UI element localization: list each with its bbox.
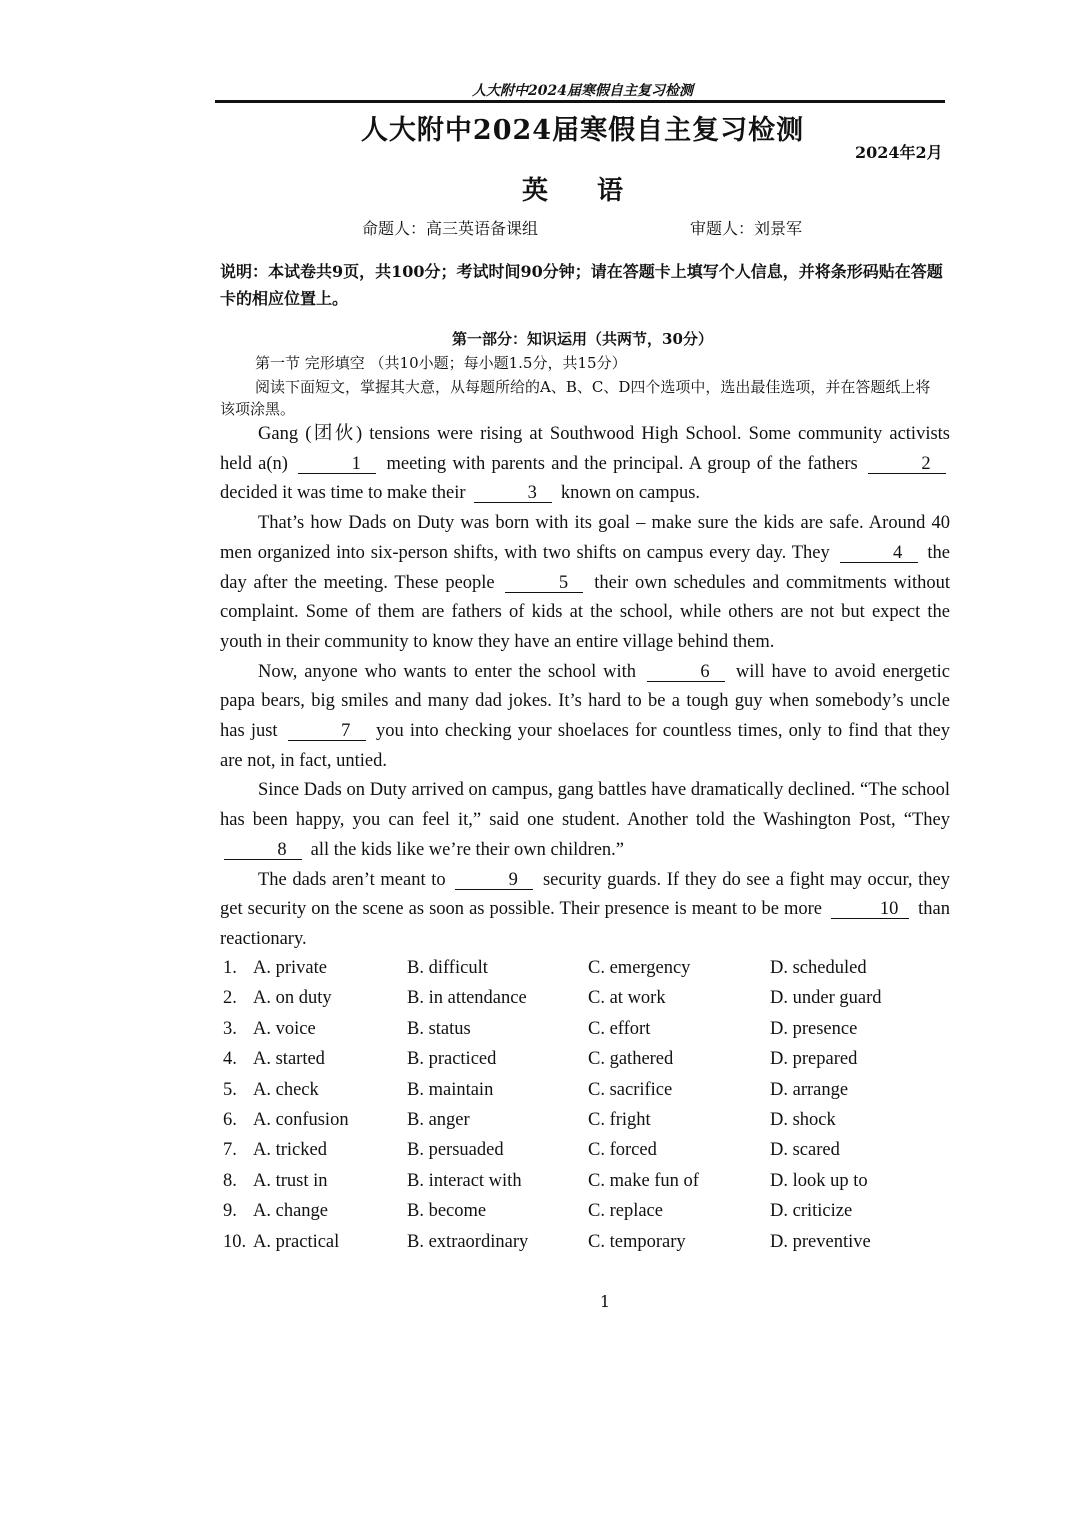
- option-c: C. at work: [588, 988, 666, 1009]
- option-d: D. prepared: [770, 1049, 858, 1070]
- option-a: A. on duty: [253, 988, 332, 1009]
- answer-options: [223, 956, 943, 1260]
- question-number: 10.: [223, 1231, 247, 1252]
- option-c: C. fright: [588, 1109, 651, 1130]
- option-d: D. presence: [770, 1018, 858, 1039]
- option-b: B. status: [407, 1018, 471, 1039]
- passage-text: security guards. If they do see a fight may occur, they get security on the scene as soon as possible. Their presence is meant to be more: [220, 869, 951, 920]
- blank-6: 6: [647, 663, 725, 682]
- option-a: A. private: [253, 958, 327, 978]
- question-number: 2.: [223, 988, 237, 1009]
- passage-paragraph: [220, 658, 950, 777]
- passage-text: the day after the meeting. These people: [220, 542, 951, 593]
- blank-9: 9: [455, 871, 533, 890]
- blank-7: 7: [288, 722, 366, 741]
- option-b: B. maintain: [407, 1079, 494, 1100]
- passage-paragraph: [220, 776, 950, 865]
- option-b: B. anger: [407, 1109, 470, 1130]
- option-b: B. extraordinary: [407, 1231, 529, 1252]
- page-number: 1: [599, 1292, 611, 1311]
- question-number: 5.: [223, 1079, 237, 1100]
- option-b: B. practiced: [407, 1049, 497, 1070]
- passage-paragraph: [220, 420, 950, 509]
- option-row: [223, 986, 943, 1016]
- question-number: 4.: [223, 1049, 237, 1070]
- option-a: A. voice: [253, 1018, 316, 1039]
- option-d: D. scared: [770, 1140, 840, 1161]
- option-row: [223, 956, 943, 986]
- question-number: 8.: [223, 1170, 237, 1191]
- option-d: D. preventive: [770, 1231, 871, 1252]
- header-divider: [215, 100, 945, 103]
- blank-3: 3: [474, 484, 552, 503]
- passage-text: will have to avoid energetic papa bears, big smiles and many dad jokes. It’s hard to be a tough guy when somebody’s uncle has just: [220, 661, 950, 742]
- option-row: [223, 1169, 943, 1199]
- section-instruction: 阅读下面短文，掌握其大意，从每题所给的A、B、C、D四个选项中，选出最佳选项，并在答题纸上将该项涂黑。: [220, 378, 931, 418]
- option-row: [223, 1138, 943, 1168]
- option-b: B. become: [407, 1201, 487, 1222]
- passage-text: Now, anyone who wants to enter the school with: [258, 661, 637, 682]
- passage-paragraph: [220, 509, 950, 658]
- option-a: A. check: [253, 1079, 319, 1100]
- reviewer-line: 审题人：刘景军: [690, 219, 803, 238]
- option-b: B. in attendance: [407, 988, 527, 1009]
- blank-8: 8: [224, 841, 302, 860]
- exam-date: 2024年2月: [855, 143, 943, 162]
- passage-text: you into checking your shoelaces for countless times, only to find that they are not, in fact, untied.: [220, 721, 951, 771]
- option-c: C. sacrifice: [588, 1079, 673, 1100]
- option-row: [223, 1017, 943, 1047]
- option-row: [223, 1078, 943, 1108]
- option-a: A. change: [253, 1201, 328, 1222]
- option-c: C. replace: [588, 1201, 663, 1222]
- option-d: D. arrange: [770, 1079, 849, 1100]
- passage-text: Since Dads on Duty arrived on campus, gang battles have dramatically declined. “The school has been happy, you can feel it,” said one student. Another told the Washington Post, “They: [220, 780, 950, 831]
- part-title: 第一部分：知识运用（共两节，30分）: [452, 330, 713, 348]
- option-a: A. trust in: [253, 1170, 328, 1191]
- passage-text: That’s how Dads on Duty was born with its goal – make sure the kids are safe. Around 40 men organized into six-person shifts, with two shifts on campus every day. They: [220, 513, 950, 563]
- option-a: A. confusion: [253, 1109, 349, 1130]
- option-d: D. scheduled: [770, 958, 867, 978]
- passage-text: all the kids like we’re their own children.”: [310, 839, 624, 860]
- option-a: A. started: [253, 1049, 325, 1070]
- passage-paragraph: [220, 866, 950, 955]
- cloze-passage: [220, 420, 950, 955]
- section-title: 第一节 完形填空 （共10小题；每小题1.5分，共15分）: [255, 354, 627, 372]
- option-d: D. under guard: [770, 988, 882, 1009]
- option-row: [223, 1230, 943, 1260]
- option-d: D. look up to: [770, 1170, 868, 1191]
- passage-text: their own schedules and commitments without complaint. Some of them are fathers of kids at the school, while others are not but expect the youth in their community to know they have an entire village behind them.: [220, 572, 951, 652]
- option-c: C. effort: [588, 1018, 651, 1039]
- option-b: B. difficult: [407, 958, 488, 978]
- exam-title: 人大附中2024届寒假自主复习检测: [360, 115, 805, 146]
- option-d: D. criticize: [770, 1201, 853, 1222]
- question-number: 9.: [223, 1201, 237, 1222]
- passage-text: The dads aren’t meant to: [258, 869, 446, 890]
- blank-5: 5: [505, 574, 583, 593]
- exam-notice: 说明：本试卷共9页，共100分；考试时间90分钟；请在答题卡上填写个人信息，并将条形码贴在答题卡的相应位置上。: [220, 262, 943, 308]
- option-d: D. shock: [770, 1109, 836, 1130]
- option-c: C. gathered: [588, 1049, 674, 1070]
- question-number: 3.: [223, 1018, 237, 1039]
- running-header: 人大附中2024届寒假自主复习检测: [472, 83, 693, 99]
- option-b: B. interact with: [407, 1170, 522, 1191]
- option-c: C. make fun of: [588, 1170, 699, 1191]
- passage-text: known on campus.: [560, 483, 701, 504]
- question-number: 1.: [223, 958, 237, 978]
- question-number: 6.: [223, 1109, 237, 1130]
- passage-text: than reactionary.: [220, 899, 951, 949]
- blank-10: 10: [831, 900, 909, 919]
- option-c: C. temporary: [588, 1231, 686, 1252]
- passage-text: Gang (团伙) tensions were rising at Southwood High School. Some community activists held a(n): [220, 424, 950, 474]
- passage-text: decided it was time to make their: [220, 483, 466, 504]
- option-c: C. emergency: [588, 958, 691, 978]
- blank-1: 1: [298, 455, 376, 474]
- question-number: 7.: [223, 1140, 237, 1161]
- option-row: [223, 1199, 943, 1229]
- option-a: A. tricked: [253, 1140, 327, 1161]
- option-b: B. persuaded: [407, 1140, 504, 1161]
- subject-title: 英 语: [521, 176, 644, 206]
- option-row: [223, 1047, 943, 1077]
- passage-text: meeting with parents and the principal. A group of the fathers: [386, 453, 858, 474]
- blank-4: 4: [840, 544, 918, 563]
- option-row: [223, 1108, 943, 1138]
- blank-2: 2: [868, 455, 946, 474]
- author-line: 命题人：高三英语备课组: [362, 219, 539, 238]
- option-a: A. practical: [253, 1231, 340, 1252]
- option-c: C. forced: [588, 1140, 657, 1161]
